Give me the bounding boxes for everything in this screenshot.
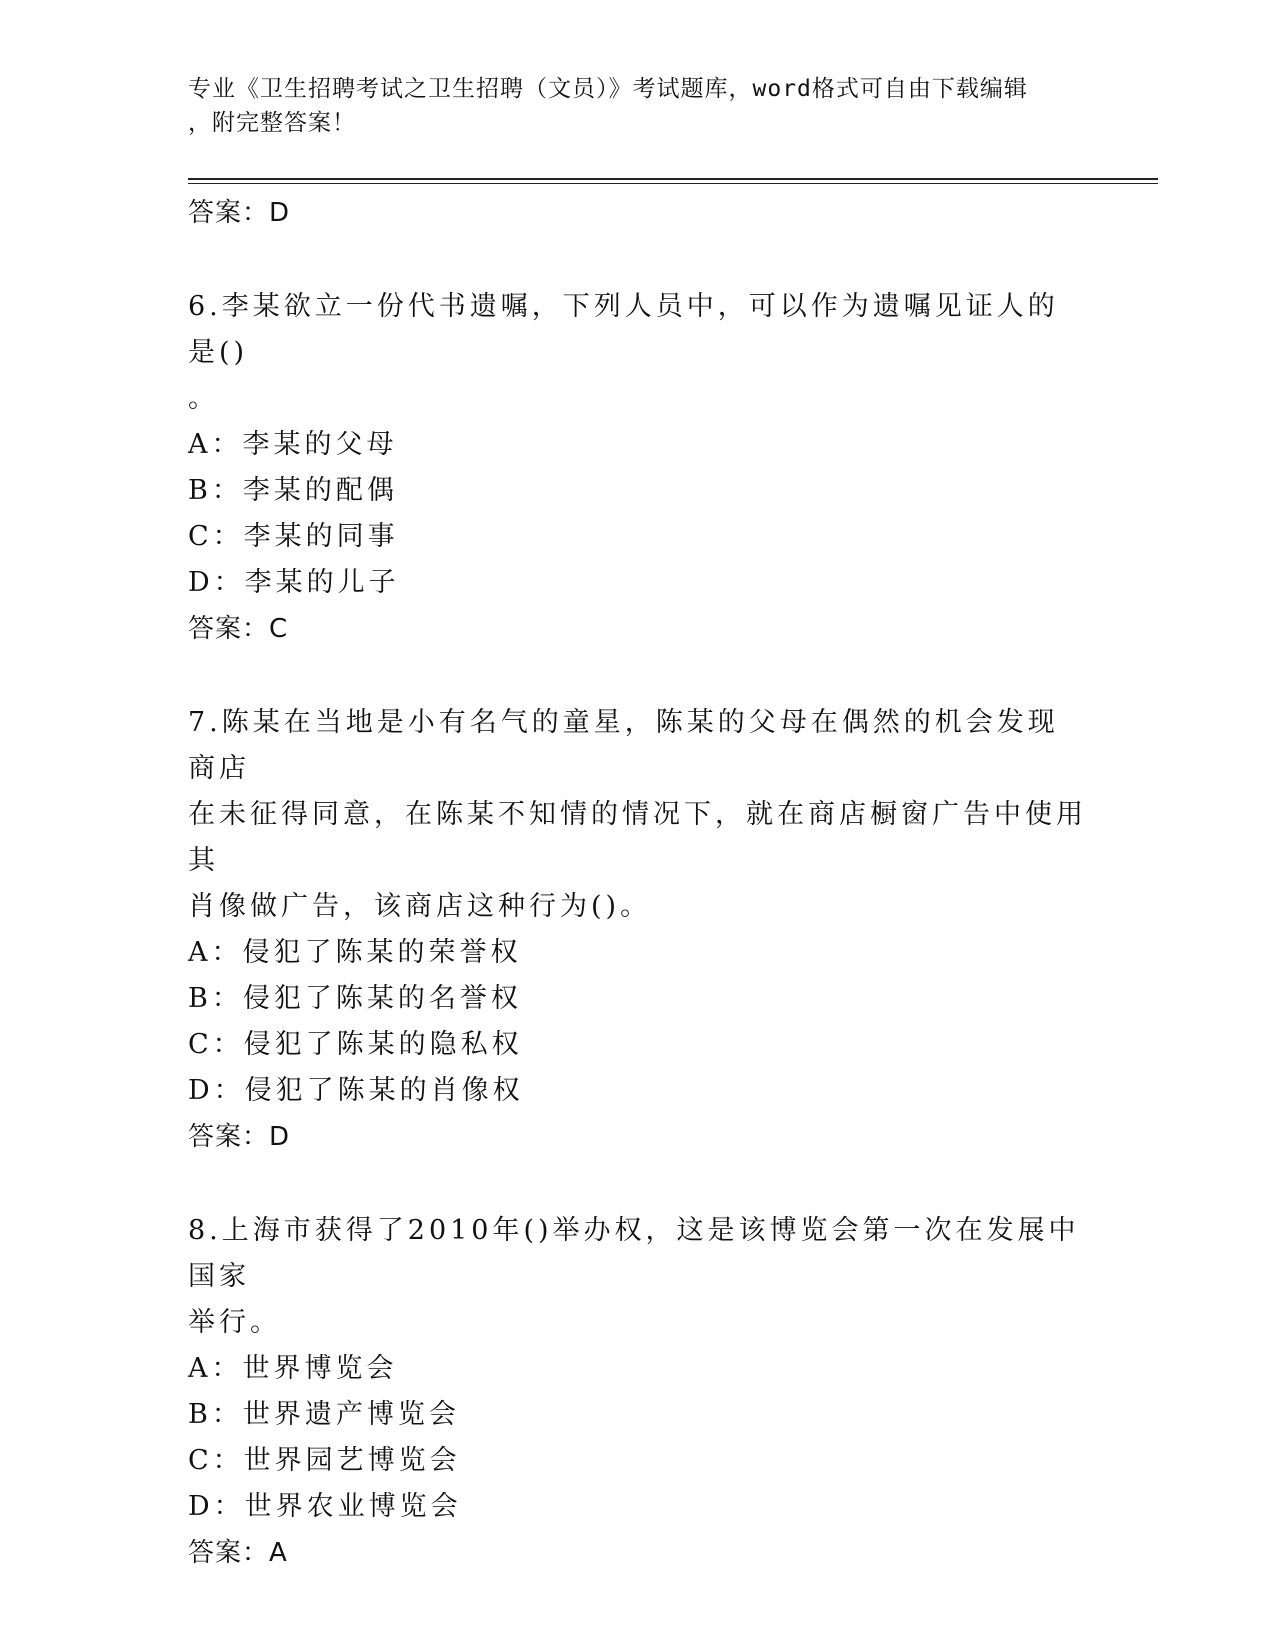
option-b: B：李某的配偶	[188, 475, 398, 506]
option-c: C：侵犯了陈某的隐私权	[188, 1029, 523, 1060]
question-text-line: 6.李某欲立一份代书遗嘱，下列人员中，可以作为遗嘱见证人的是()	[188, 291, 1059, 368]
option-d: D：李某的儿子	[188, 567, 400, 598]
header-line-1: 专业《卫生招聘考试之卫生招聘（文员）》考试题库，word格式可自由下载编辑	[188, 76, 1028, 102]
question-list	[188, 190, 1088, 1576]
option-d: D：侵犯了陈某的肖像权	[188, 1075, 524, 1106]
question-7	[188, 700, 1088, 1160]
question-6	[188, 284, 1088, 652]
option-b: B：侵犯了陈某的名誉权	[188, 983, 522, 1014]
question-text-line: 肖像做广告，该商店这种行为()。	[188, 891, 652, 922]
answer-line: 答案：D	[188, 1122, 291, 1152]
option-c: C：世界园艺博览会	[188, 1445, 461, 1476]
option-b: B：世界遗产博览会	[188, 1399, 460, 1430]
option-c: C：李某的同事	[188, 521, 399, 552]
option-d: D：世界农业博览会	[188, 1491, 462, 1522]
question-text-line: 举行。	[188, 1307, 281, 1338]
answer-line: 答案：D	[188, 198, 291, 228]
answer-line: 答案：A	[188, 1538, 288, 1568]
question-text-line: 8.上海市获得了2010年()举办权，这是该博览会第一次在发展中国家	[188, 1215, 1080, 1292]
question-text-line: 在未征得同意，在陈某不知情的情况下，就在商店橱窗广告中使用其	[188, 799, 1087, 876]
header-line-2: ，附完整答案！	[188, 110, 356, 136]
question-8	[188, 1208, 1088, 1576]
option-a: A：李某的父母	[188, 429, 398, 460]
option-a: A：侵犯了陈某的荣誉权	[188, 937, 522, 968]
page-header	[188, 72, 1088, 140]
option-a: A：世界博览会	[188, 1353, 398, 1384]
answer-line: 答案：C	[188, 614, 289, 644]
question-text-line: 7.陈某在当地是小有名气的童星，陈某的父母在偶然的机会发现商店	[188, 707, 1059, 784]
header-divider-thin	[188, 183, 1158, 184]
header-divider	[188, 178, 1158, 180]
question-text-line: 。	[188, 383, 219, 414]
